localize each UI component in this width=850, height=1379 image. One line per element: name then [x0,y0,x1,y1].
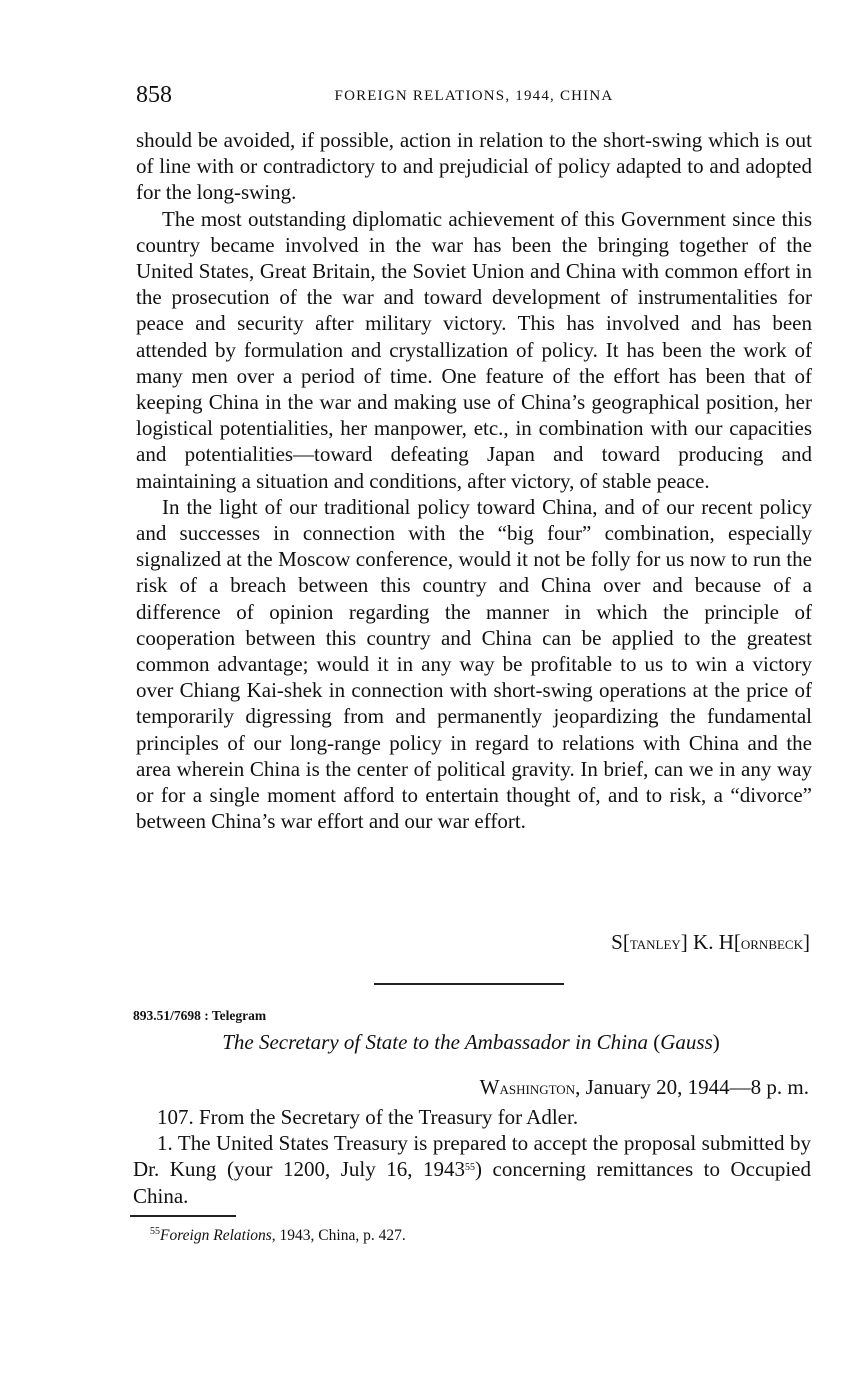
footnote-number: 55 [150,1226,160,1237]
telegram-title-name: Gauss [660,1030,713,1054]
paragraph-107: 107. From the Secretary of the Treasury for Adler. [157,1105,579,1129]
signature-first-initial: S[ [611,930,630,954]
footnote [150,1227,406,1245]
file-reference: 893.51/7698 : Telegram [133,1008,267,1023]
telegram-title-main: The Secretary of State to the Ambassador in China [222,1030,649,1054]
running-head: FOREIGN RELATIONS, 1944, CHINA [334,88,614,104]
signature-last-rest: ornbeck [740,933,803,954]
telegram-title-paren-open: ( [648,1030,661,1054]
footnote-divider [130,1215,236,1217]
section-divider [374,983,564,985]
signature [611,930,810,955]
paragraph-1 [133,1130,811,1209]
paragraph-continuation: should be avoided, if possible, action in relation to the short-swing which is out of line with or contradictory to and prejudicial of policy adapted to and adopted for the long-swing. [136,128,812,205]
telegram-title-paren-close: ) [712,1030,720,1054]
footnote-text: , 1943, China, p. 427. [271,1227,406,1244]
telegram-body [133,1104,811,1209]
footnote-reference: 55 [465,1162,476,1174]
paragraph-traditional-policy: In the light of our traditional policy toward China, and of our recent policy and successes in connection with the “big four” combination, especially signalized at the Moscow conference, would it not be folly for us now to run the risk of a breach between this country and China over and because of a difference of opinion regarding the manner in which the principle of cooperation between this country and China can be applied to the greatest common advantage; would it in any way be profitable to us to win a victory over Chiang Kai-shek in connection with short-swing operations at the price of temporarily digressing from and permanently jeopardizing the fundamental principles of our long-range policy in regard to relations with China and the area wherein China is the center of political gravity. In brief, can we in any way or for a single moment afford to entertain thought of, and to risk, a “divorce” between China’s war effort and our war effort. [136,494,812,834]
page-number: 858 [136,82,172,108]
dateline [480,1075,809,1100]
telegram-title [133,1030,809,1055]
footnote-title: Foreign Relations [160,1227,272,1244]
paragraph-diplomatic-achievement: The most outstanding diplomatic achievement of this Government since this country became involved in the war has been the bringing together of the United States, Great Britain, the Soviet Union and China with common effort in the prosecution of the war and toward development of instrumentalities for peace and security after military victory. This has involved and has been attended by formulation and crystallization of policy. It has been the work of many men over a period of time. One feature of the effort has been that of keeping China in the war and making use of China’s geographical position, her logistical potentialities, her manpower, etc., in combination with our capacities and potentialities—toward defeating Japan and toward producing and maintaining a situation and conditions, after victory, of stable peace. [136,206,812,493]
memo-body [136,127,812,834]
dateline-initial: W [479,1075,500,1099]
paragraph-1-text-end: ) concerning remittances to Occupied China. [133,1157,811,1208]
signature-close: ] [803,930,810,954]
dateline-city: ashington [499,1078,576,1099]
page-header [136,82,812,112]
paragraph-1-text: 1. The United States Treasury is prepared to accept the proposal submitted by Dr. Kung (your 1200, July 16, 1943 [133,1131,811,1182]
signature-first-rest: tanley [629,933,681,954]
signature-middle: ] K. H[ [680,930,741,954]
dateline-date: , January 20, 1944—8 p. m. [575,1075,809,1099]
